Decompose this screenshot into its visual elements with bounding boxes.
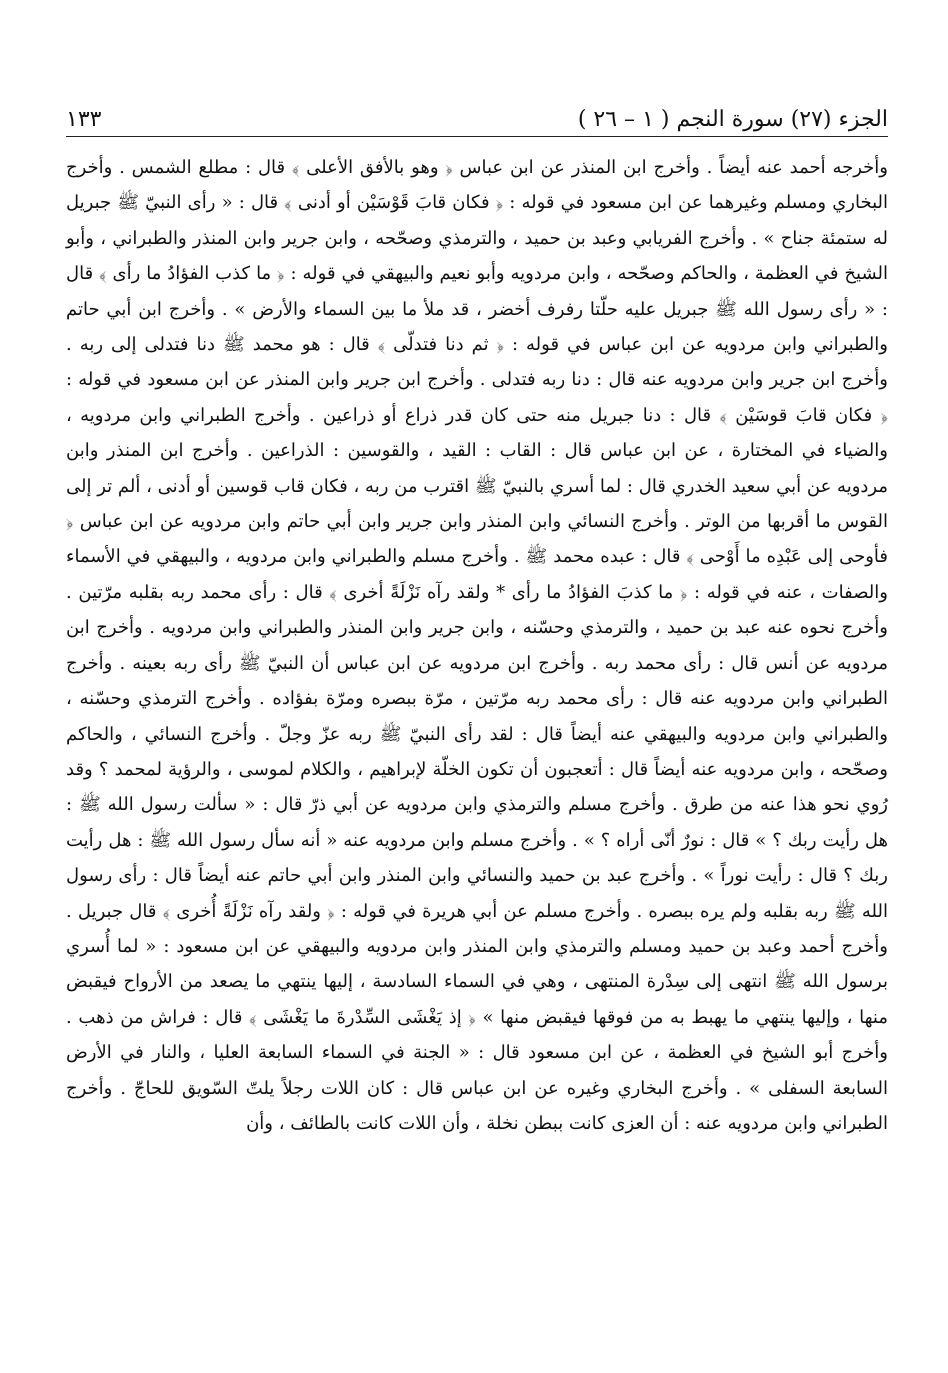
running-title: الجزء (٢٧) سورة النجم ( ١ – ٢٦ ) xyxy=(577,107,888,132)
body-paragraph: وأخرجه أحمد عنه أيضاً . وأخرج ابن المنذر عن ابن عباس ﴿ وهو بالأفق الأعلى ﴾ قال : مطلع الشمس . وأخرج البخاري ومسلم وغيرهما عن ابن مسعود في قوله : ﴿ فكان قابَ قَوْسَيْن أو أدنى ﴾ قال : « رأى النبيّ ﷺ جبريل له ستمئة جناح » . وأخرج الفريابي وعبد بن حميد ، والترمذي وصحّحه ، وابن جرير وابن المنذر والطبراني ، وأبو الشيخ في العظمة ، والحاكم وصحّحه ، وابن مردويه وأبو نعيم والبيهقي في قوله : ﴿ ما كذب الفؤادُ ما رأى ﴾ قال : « رأى رسول الله ﷺ جبريل عليه حلّتا رفرف أخضر ، قد ملأ ما بين السماء والأرض » . وأخرج ابن أبي حاتم والطبراني وابن مردويه عن ابن عباس في قوله : ﴿ ثم دنا فتدلّى ﴾ قال : هو محمد ﷺ دنا فتدلى إلى ربه . وأخرج ابن جرير وابن مردويه عنه قال : دنا ربه فتدلى . وأخرج ابن جرير وابن المنذر عن ابن مسعود في قوله : ﴿ فكان قابَ قوسَيْن ﴾ قال : دنا جبريل منه حتى كان قدر ذراع أو ذراعين . وأخرج الطبراني وابن مردويه ، والضياء في المختارة ، عن ابن عباس قال : القاب : القيد ، والقوسين : الذراعين . وأخرج ابن المنذر وابن مردويه عن أبي سعيد الخدري قال : لما أسري بالنبيّ ﷺ اقترب من ربه ، فكان قاب قوسين أو أدنى ، ألم تر إلى القوس ما أقربها من الوتر . وأخرج النسائي وابن المنذر وابن جرير وابن أبي حاتم وابن مردويه عن ابن عباس ﴿ فأوحى إلى عَبْدِه ما أَوْحى ﴾ قال : عبده محمد ﷺ . وأخرج مسلم والطبراني وابن مردويه ، والبيهقي في الأسماء والصفات ، عنه في قوله : ﴿ ما كذبَ الفؤادُ ما رأى * ولقد رآه نَزْلَةً أخرى ﴾ قال : رأى محمد ربه بقلبه مرّتين . وأخرج نحوه عنه عبد بن حميد ، والترمذي وحسّنه ، وابن جرير وابن المنذر والطبراني وابن مردويه . وأخرج ابن مردويه عن أنس قال : رأى محمد ربه . وأخرج ابن مردويه عن ابن عباس أن النبيّ ﷺ رأى ربه بعينه . وأخرج الطبراني وابن مردويه عنه قال : رأى محمد ربه مرّتين ، مرّة ببصره ومرّة بفؤاده . وأخرج الترمذي وحسّنه ، والطبراني وابن مردويه والبيهقي عنه أيضاً قال : لقد رأى النبيّ ﷺ ربه عزّ وجلّ . وأخرج النسائي ، والحاكم وصحّحه ، وابن مردويه عنه أيضاً قال : أتعجبون أن تكون الخلّة لإبراهيم ، والكلام لموسى ، والرؤية لمحمد ؟ وقد رُوي نحو هذا عنه من طرق . وأخرج مسلم والترمذي وابن مردويه عن أبي ذرّ قال : « سألت رسول الله ﷺ : هل رأيت ربك ؟ » قال : نورٌ أنّى أراه ؟ » . وأخرج مسلم وابن مردويه عنه « أنه سأل رسول الله ﷺ : هل رأيت ربك ؟ قال : رأيت نوراً » . وأخرج عبد بن حميد والنسائي وابن المنذر وابن أبي حاتم عنه أيضاً قال : رأى رسول الله ﷺ ربه بقلبه ولم يره ببصره . وأخرج مسلم عن أبي هريرة في قوله : ﴿ ولقد رآه نَزْلَةً أُخرى ﴾ قال جبريل . وأخرج أحمد وعبد بن حميد ومسلم والترمذي وابن المنذر وابن مردويه والبيهقي عن ابن مسعود : « لما أُسري برسول الله ﷺ انتهى إلى سِدْرة المنتهى ، وهي في السماء السادسة ، إليها ينتهي ما يصعد من الأرواح فيقبض منها ، وإليها ينتهي ما يهبط به من فوقها فيقبض منها » ﴿ إذ يَغْشَى السِّدْرةَ ما يَغْشَى ﴾ قال : فراش من ذهب . وأخرج أبو الشيخ في العظمة ، عن ابن مسعود قال : « الجنة في السماء السابعة العليا ، والنار في الأرض السابعة السفلى » . وأخرج البخاري وغيره عن ابن عباس قال : كان اللات رجلاً يلتّ السّويق للحاجّ . وأخرج الطبراني وابن مردويه عنه : أن العزى كانت ببطن نخلة ، وأن اللات كانت بالطائف ، وأن xyxy=(66,157,888,1134)
header-rule xyxy=(66,136,888,137)
page-number: ١٣٣ xyxy=(66,107,102,132)
body-text xyxy=(66,150,888,1141)
page-header xyxy=(66,96,888,132)
